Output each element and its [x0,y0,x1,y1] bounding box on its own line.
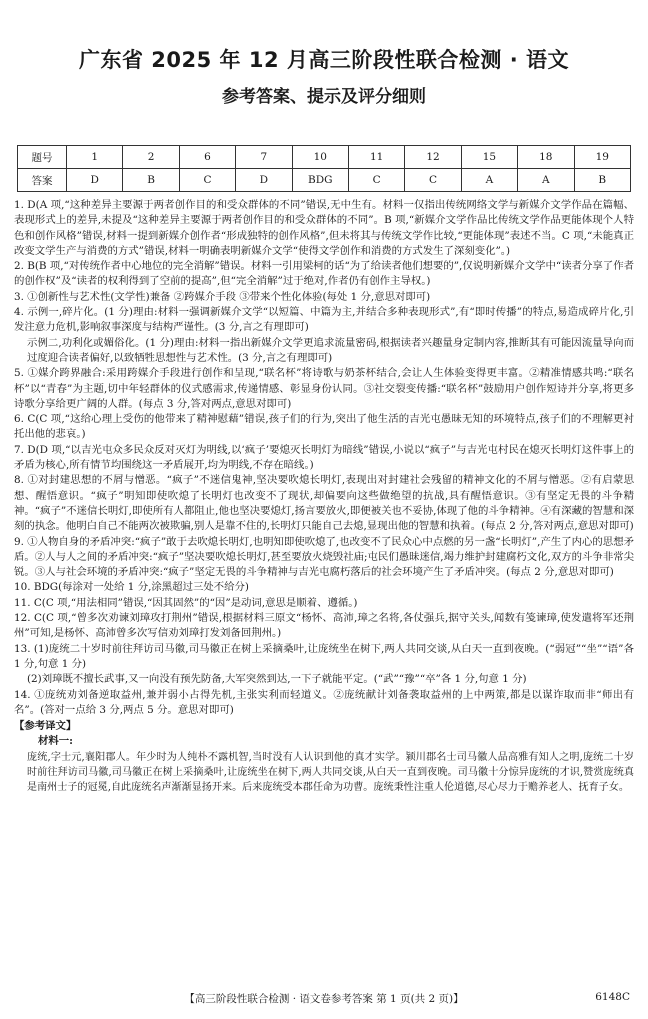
answer-item: (2)刘璋既不擅长武事,又一向没有预先防备,大军突然到达,一下子就能平定。(“武”“豫”“卒”各 1 分,句意 1 分) [27,673,527,686]
table-cell: C [348,169,404,192]
answer-table [17,145,631,192]
answer-explanations [14,198,634,796]
table-cell: 15 [461,146,517,169]
table-cell: 2 [123,146,179,169]
answer-item: 2. B(B 项,“对传统作者中心地位的完全消解”错误。材料一引用梁柯的话“为了给读者他们想要的”,仅说明新媒介文学中“读者分享了作者的创作权”及“读者的权利得到了空前的提高”,但“完全消解”过于绝对,作者仍有创作主导权。) [14,260,634,288]
translation-text: 庞统,字士元,襄阳郡人。年少时为人纯朴不露机智,当时没有人认识到他的真才实学。颍川郡名士司马徽人品高雅有知人之明,庞统二十岁时前往拜访司马徽,司马徽正在树上采摘桑叶,让庞统坐在树下,两人共同交谈,从白天一直到夜晚。司马徽十分惊异庞统的才识,赞赏庞统真是南州士子的冠冕,自此庞统名声渐渐显扬开来。后来庞统受本郡任命为功曹。庞统秉性注重人伦道德,尽心尽力于赡养老人、抚育子女。 [27,751,634,794]
table-cell: 11 [348,146,404,169]
answer-item: 12. C(C 项,“曾多次劝谏刘璋攻打荆州”错误,根据材料三原文“杨怀、高沛,璋之名将,各仗强兵,据守关头,闻数有笺谏璋,使发遣将军还荆州”可知,是杨怀、高沛曾多次写信劝刘璋打发刘备回荆州。) [14,612,634,640]
table-cell: 6 [179,146,235,169]
table-cell: 7 [236,146,292,169]
table-cell: 18 [518,146,574,169]
answer-item: 4. 示例一,碎片化。(1 分)理由:材料一强调新媒介文学“以短篇、中篇为主,并结合多种表现形式”,有“即时传播”的特点,易造成碎片化,引发注意力危机,影响叙事深度与结构严谨性。(3 分,言之有理即可) [14,306,634,334]
table-row-answers [18,169,631,192]
material-label: 材料一: [38,735,74,748]
page-title: 广东省 2025 年 12 月高三阶段性联合检测 · 语文 [78,48,569,72]
table-cell: C [179,169,235,192]
table-cell: A [461,169,517,192]
page-footer: 【高三阶段性联合检测 · 语文卷参考答案 第 1 页(共 2 页)】 [184,993,464,1005]
table-cell: C [405,169,461,192]
answer-item: 5. ①媒介跨界融合:采用跨媒介手段进行创作和呈现,“联名杯”将诗歌与奶茶杯结合,会让人生体验变得更丰富。②精准情感共鸣:“联名杯”以“青春”为主题,切中年轻群体的仪式感需求,传递情感、彰显身份认同。③社交裂变传播:“联名杯”鼓励用户创作短诗并分享,将更多诗歌分享给更广阔的人群。(每点 3 分,答对两点,意思对即可) [14,367,634,410]
answer-item: 示例二,功利化或媚俗化。(1 分)理由:材料一指出新媒介文学更追求流量密码,根据读者兴趣量身定制内容,推断其有可能因流量导向而过度迎合读者偏好,以致牺牲思想性与艺术性。(3 分,言之有理即可) [27,336,634,364]
table-cell: D [67,169,123,192]
table-cell: 10 [292,146,348,169]
page-subtitle: 参考答案、提示及评分细则 [222,87,426,107]
answer-item: 7. D(D 项,“以吉光屯众多民众反对灭灯为明线,以‘疯子’要熄灭长明灯为暗线”错误,小说以“疯子”与吉光屯村民在熄灭长明灯这件事上的矛盾为核心,所有情节均围绕这一矛盾展开,均为明线,不存在暗线。) [14,443,634,472]
answer-item: 10. BDG(每涂对一处给 1 分,涂黑超过三处不给分) [14,581,249,594]
answer-item: 6. C(C 项,“这给心理上受伤的他带来了精神慰藉”错误,孩子们的行为,突出了他生活的吉光屯愚昧无知的环境特点,孩子们的不理解更衬托出他的悲哀。) [14,413,634,441]
answer-item: 11. C(C 项,“用法相同”错误,“因其固然”的“因”是动词,意思是顺着、遵循。) [14,596,358,609]
table-cell: D [236,169,292,192]
table-row-question-numbers [18,146,631,169]
answer-item: 3. ①创新性与艺术性(文学性)兼备 ②跨媒介手段 ③带来个性化体验(每处 1 分,意思对即可) [14,290,431,303]
table-row-label: 题号 [18,146,67,169]
table-cell: 12 [405,146,461,169]
translation-heading: 【参考译文】 [14,720,77,733]
table-cell: 19 [574,146,630,169]
document-code: 6148C [595,991,630,1003]
table-cell: BDG [292,169,348,192]
table-cell: 1 [67,146,123,169]
table-cell: A [518,169,574,192]
answer-item: 9. ①人物自身的矛盾冲突:“疯子”敢于去吹熄长明灯,也明知即使吹熄了,也改变不了民众心中点燃的另一盏“长明灯”,产生了内心的思想矛盾。②人与人之间的矛盾冲突:“疯子”坚决要吹熄长明灯,甚至要放火烧毁社庙;屯民们愚昧迷信,竭力维护封建腐朽文化,双方的斗争非常尖锐。③人与社会环境的矛盾冲突:“疯子”坚定无畏的斗争精神与吉光屯腐朽落后的社会环境产生了矛盾冲突。(每点 2 分,意思对即可) [14,535,634,579]
answer-item: 8. ①对封建思想的不屑与憎恶。“疯子”不迷信鬼神,坚决要吹熄长明灯,表现出对封建社会残留的精神文化的不屑与憎恶。②有启蒙思想、醒悟意识。“疯子”明知即使吹熄了长明灯也改变不了现状,却偏要向这些做绝望的抗战,具有醒悟意识。③有坚定无畏的斗争精神。“疯子”不迷信长明灯,即使所有人都阻止,他也坚决要熄灯,扬言要放火,即便被关也不妥协,体现了他的斗争精神。④有深藏的智慧和深刻的执念。他明白自己不能两次被欺骗,别人是靠不住的,长明灯只能自己去熄,显现出他的智慧和执着。(每点 2 分,答对两点,意思对即可) [14,474,634,533]
answer-item: 13. (1)庞统二十岁时前往拜访司马徽,司马徽正在树上采摘桑叶,让庞统坐在树下,两人共同交谈,从白天一直到夜晚。(“弱冠”“坐”“语”各 1 分,句意 1 分) [14,642,634,670]
table-cell: B [123,169,179,192]
table-row-label: 答案 [18,169,67,192]
answer-item: 14. ①庞统劝刘备逆取益州,兼并弱小占得先机,主张实利而轻道义。②庞统献计刘备袭取益州的上中两策,都是以谋诈取而非“师出有名”。(答对一点给 3 分,两点 5 分。意思对即可) [14,688,634,716]
table-cell: B [574,169,630,192]
answer-item: 1. D(A 项,“这种差异主要源于两者创作目的和受众群体的不同”错误,无中生有。材料一仅指出传统网络文学与新媒介文学作品在篇幅、表现形式上的差异,未提及“这种差异主要源于两者创作目的和受众群体的不同”。B 项,“新媒介文学作品比传统文学作品更能体现个人特色和创作风格”错误,材料一提到新媒介创作者“形成独特的创作风格”,但未将其与传统文学作比较,“更能体现”表述不当。C 项,“未能真正改变文学生产与消费的方式”错误,材料一明确表明新媒介文学“使得文学创作和消费的方式发生了深刻变化”。) [14,199,634,257]
